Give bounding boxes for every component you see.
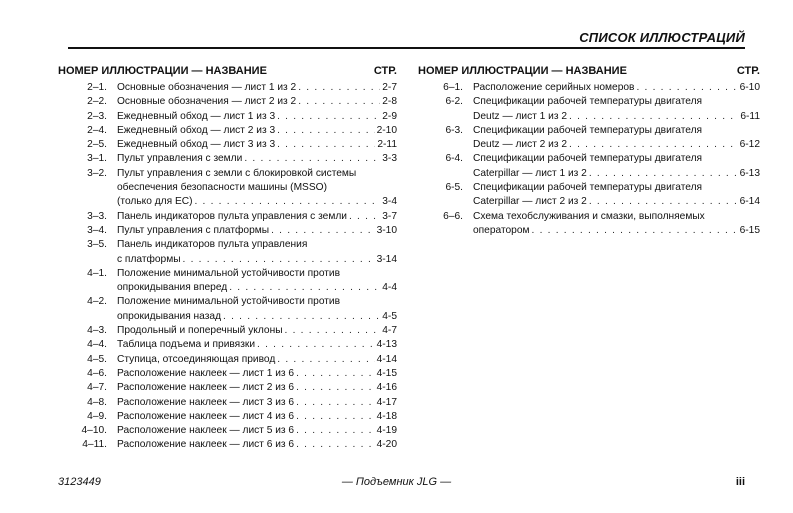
dot-leader	[183, 253, 375, 267]
figure-title-text: Основные обозначения — лист 2 из 2	[117, 96, 297, 108]
page-reference: 4-16	[376, 382, 397, 394]
figure-number: 6–6.	[443, 210, 463, 222]
figure-title	[473, 181, 760, 210]
page-reference: 3-7	[382, 210, 397, 222]
toc-entry	[58, 410, 397, 424]
figure-number: 4–5.	[87, 353, 107, 365]
toc-entry	[58, 396, 397, 410]
page-number: iii	[735, 476, 745, 488]
figure-number: 4–1.	[87, 267, 107, 279]
figure-title-line	[473, 81, 760, 95]
figure-title-text: Caterpillar — лист 2 из 2	[473, 196, 587, 208]
dot-leader	[277, 110, 380, 124]
figure-title-line: обеспечения безопасности машины (MSSO)	[117, 182, 327, 194]
dot-leader	[589, 167, 738, 181]
toc-entry	[58, 110, 397, 124]
page-reference: 4-5	[382, 310, 397, 322]
figure-number: 3–2.	[87, 167, 107, 179]
toc-entry	[58, 95, 397, 109]
page-reference: 6-10	[739, 82, 760, 93]
figure-title	[473, 124, 760, 153]
figure-title-text: Deutz — лист 1 из 2	[473, 110, 568, 122]
figure-title-line	[117, 396, 397, 410]
figure-title-text: Ступица, отсоединяющая привод	[117, 353, 276, 365]
dot-leader	[257, 338, 375, 352]
figure-title-text: Ежедневный обход — лист 2 из 3	[117, 124, 276, 136]
figure-title-line	[117, 424, 397, 438]
figure-title-text: Caterpillar — лист 1 из 2	[473, 167, 587, 179]
dot-leader	[296, 424, 375, 438]
dot-leader	[296, 410, 375, 424]
toc-entry	[58, 138, 397, 152]
toc-entry	[58, 238, 397, 267]
page-reference: 3-4	[382, 196, 397, 208]
page-reference: 3-10	[376, 224, 397, 236]
figure-title-line: Схема техобслуживания и смазки, выполняемых	[473, 210, 705, 222]
figure-title-line	[117, 224, 397, 238]
figure-title-line	[117, 324, 397, 338]
figure-title	[117, 367, 397, 381]
figure-number: 4–3.	[87, 325, 107, 337]
dot-leader	[349, 210, 380, 224]
dot-leader	[296, 438, 375, 452]
toc-entry	[58, 324, 397, 338]
figure-title-text: Таблица подъема и привязки	[117, 339, 256, 351]
figure-title	[117, 353, 397, 367]
page-reference: 2-10	[376, 124, 397, 136]
toc-entry	[58, 81, 397, 95]
page-reference: 4-13	[376, 339, 397, 351]
column-heading-title: НОМЕР ИЛЛЮСТРАЦИИ — НАЗВАНИЕ	[58, 65, 267, 77]
figure-number: 6–1.	[443, 82, 463, 93]
figure-title	[473, 95, 760, 124]
figure-title-text: (только для EC)	[117, 196, 193, 208]
figure-number: 4–4.	[87, 339, 107, 351]
toc-entry	[58, 167, 397, 210]
page-reference: 4-4	[382, 282, 397, 294]
figure-title-line	[117, 152, 397, 166]
entry-list	[418, 81, 760, 238]
figure-number: 3–1.	[87, 153, 107, 165]
figure-title-text: Основные обозначения — лист 1 из 2	[117, 82, 297, 93]
toc-entry	[58, 152, 397, 166]
figure-title-text: Ежедневный обход — лист 3 из 3	[117, 139, 276, 151]
dot-leader	[298, 95, 380, 109]
figure-title	[117, 438, 397, 452]
figure-number: 4–8.	[87, 396, 107, 408]
figure-title-line	[473, 110, 760, 124]
page-reference: 2-8	[382, 96, 397, 108]
dot-leader	[195, 195, 381, 209]
toc-entry	[58, 267, 397, 296]
figure-number: 3–3.	[87, 210, 107, 222]
figure-title-line	[117, 210, 397, 224]
figure-title	[117, 167, 397, 210]
figure-title	[117, 110, 397, 124]
figure-title-text: Ежедневный обход — лист 1 из 3	[117, 110, 276, 122]
toc-entry	[58, 353, 397, 367]
toc-entry	[58, 295, 397, 324]
figure-title-line	[117, 310, 397, 324]
dot-leader	[569, 138, 738, 152]
figure-title	[117, 81, 397, 95]
figure-title-text: Пульт управления с земли	[117, 153, 243, 165]
figure-title-line: Спецификации рабочей температуры двигателя	[473, 153, 703, 165]
figure-number: 4–6.	[87, 367, 107, 379]
page-reference: 4-18	[376, 410, 397, 422]
figure-title-line	[473, 195, 760, 209]
figure-number: 6-3.	[445, 124, 463, 136]
figure-title	[117, 381, 397, 395]
figure-title-line: Спецификации рабочей температуры двигателя	[473, 124, 703, 136]
page-reference: 3-14	[376, 253, 397, 265]
figure-number: 2–2.	[87, 96, 107, 108]
figure-number: 2–1.	[87, 82, 107, 93]
page-reference: 4-7	[382, 325, 397, 337]
figure-title-line: Пульт управления с земли с блокировкой системы	[117, 167, 357, 179]
left-column	[58, 64, 397, 453]
figure-title-text: оператором	[473, 224, 530, 236]
dot-leader	[277, 124, 374, 138]
figure-number: 4–7.	[87, 382, 107, 394]
figure-title	[117, 224, 397, 238]
figure-number: 3–4.	[87, 224, 107, 236]
toc-entry	[418, 152, 760, 181]
figure-number: 6-4.	[445, 153, 463, 165]
page-reference: 2-11	[377, 139, 397, 151]
figure-title	[117, 396, 397, 410]
figure-title	[117, 238, 397, 267]
dot-leader	[296, 367, 375, 381]
figure-title-line	[117, 124, 397, 138]
figure-title-text: опрокидывания назад	[117, 310, 222, 322]
figure-title-line	[117, 438, 397, 452]
page-reference: 4-17	[376, 396, 397, 408]
figure-number: 2–3.	[87, 110, 107, 122]
dot-leader	[296, 381, 375, 395]
figure-title	[117, 95, 397, 109]
figure-title	[117, 424, 397, 438]
toc-entry	[418, 181, 760, 210]
header-rule	[68, 47, 745, 49]
figure-title-line	[117, 253, 397, 267]
figure-title-text: Продольный и поперечный уклоны	[117, 325, 283, 337]
entry-list	[58, 81, 397, 453]
figure-title-line	[117, 195, 397, 209]
toc-entry	[58, 224, 397, 238]
figure-title-text: Расположение наклеек — лист 4 из 6	[117, 410, 295, 422]
dot-leader	[285, 324, 381, 338]
figure-title-text: Пульт управления с платформы	[117, 224, 270, 236]
dot-leader	[223, 310, 380, 324]
figure-title-line: Положение минимальной устойчивости против	[117, 267, 341, 279]
toc-entry	[58, 367, 397, 381]
page-reference: 6-11	[740, 110, 760, 122]
figure-number: 2–5.	[87, 139, 107, 151]
figure-title-line	[117, 95, 397, 109]
page-reference: 6-13	[739, 167, 760, 179]
figure-number: 4–9.	[87, 410, 107, 422]
figure-title-line	[117, 110, 397, 124]
figure-title-line: Спецификации рабочей температуры двигателя	[473, 96, 703, 108]
figure-title	[117, 324, 397, 338]
toc-entry	[58, 424, 397, 438]
figure-title-text: Расположение наклеек — лист 1 из 6	[117, 367, 295, 379]
page-reference: 2-9	[382, 110, 397, 122]
figure-title	[473, 210, 760, 239]
column-heading	[418, 64, 760, 78]
page-reference: 6-14	[739, 196, 760, 208]
dot-leader	[298, 81, 380, 95]
page-reference: 4-15	[376, 367, 397, 379]
column-heading	[58, 64, 397, 78]
page-reference: 2-7	[382, 82, 397, 93]
figure-title	[117, 295, 397, 324]
figure-title-line	[117, 281, 397, 295]
figure-title-text: Расположение наклеек — лист 3 из 6	[117, 396, 295, 408]
figure-title	[117, 138, 397, 152]
document-number: 3123449	[58, 476, 101, 488]
figure-title-text: с платформы	[117, 253, 181, 265]
figure-number: 6-2.	[445, 96, 463, 108]
figure-title-line	[117, 381, 397, 395]
toc-entry	[418, 95, 760, 124]
figure-title-line	[117, 353, 397, 367]
figure-title-line: Положение минимальной устойчивости против	[117, 296, 341, 308]
figure-title-line	[473, 138, 760, 152]
dot-leader	[229, 281, 380, 295]
figure-title-text: Расположение наклеек — лист 5 из 6	[117, 425, 295, 437]
page-reference: 4-19	[376, 425, 397, 437]
figure-title-line	[117, 81, 397, 95]
toc-entry	[418, 210, 760, 239]
page-reference: 6-12	[739, 139, 760, 151]
figure-title-line	[473, 167, 760, 181]
dot-leader	[277, 353, 374, 367]
toc-entry	[418, 124, 760, 153]
figure-title-text: Deutz — лист 2 из 2	[473, 139, 568, 151]
column-heading-page: СТР.	[736, 65, 760, 77]
figure-title-text: Расположение серийных номеров	[473, 82, 635, 93]
figure-number: 3–5.	[87, 239, 107, 251]
figure-title-line	[117, 338, 397, 352]
figure-number: 6-5.	[445, 182, 463, 194]
figure-title-line	[117, 367, 397, 381]
figure-title-text: Расположение наклеек — лист 6 из 6	[117, 439, 295, 451]
dot-leader	[589, 195, 738, 209]
figure-title	[117, 267, 397, 296]
toc-entry	[58, 210, 397, 224]
page-reference: 3-3	[382, 153, 397, 165]
toc-entry	[58, 381, 397, 395]
dot-leader	[277, 138, 375, 152]
column-heading-title: НОМЕР ИЛЛЮСТРАЦИИ — НАЗВАНИЕ	[418, 65, 627, 77]
toc-entry	[58, 338, 397, 352]
figure-title	[117, 410, 397, 424]
toc-entry	[58, 124, 397, 138]
dot-leader	[244, 152, 380, 166]
figure-title-line	[473, 224, 760, 238]
figure-title-line	[117, 138, 397, 152]
dot-leader	[271, 224, 375, 238]
dot-leader	[532, 224, 738, 238]
right-column	[418, 64, 760, 238]
figure-title-line: Панель индикаторов пульта управления	[117, 239, 308, 251]
figure-number: 4–10.	[81, 425, 107, 437]
dot-leader	[569, 110, 738, 124]
figure-number: 2–4.	[87, 124, 107, 136]
footer-product: — Подъемник JLG —	[341, 476, 452, 488]
figure-title	[473, 152, 760, 181]
figure-title	[117, 124, 397, 138]
page-reference: 4-20	[376, 439, 397, 451]
figure-title-text: опрокидывания вперед	[117, 282, 228, 294]
column-heading-page: СТР.	[373, 65, 397, 77]
page-reference: 4-14	[376, 353, 397, 365]
toc-entry	[58, 438, 397, 452]
figure-number: 4–2.	[87, 296, 107, 308]
figure-number: 4–11.	[82, 439, 107, 451]
figure-title-text: Расположение наклеек — лист 2 из 6	[117, 382, 295, 394]
figure-title-text: Панель индикаторов пульта управления с земли	[117, 210, 347, 222]
dot-leader	[636, 81, 737, 95]
figure-title	[117, 152, 397, 166]
page-reference: 6-15	[739, 224, 760, 236]
toc-entry	[418, 81, 760, 95]
figure-title	[117, 338, 397, 352]
page-title: СПИСОК ИЛЛЮСТРАЦИЙ	[579, 30, 745, 45]
figure-title	[117, 210, 397, 224]
figure-title	[473, 81, 760, 95]
dot-leader	[296, 396, 375, 410]
figure-title-line: Спецификации рабочей температуры двигателя	[473, 182, 703, 194]
figure-title-line	[117, 410, 397, 424]
